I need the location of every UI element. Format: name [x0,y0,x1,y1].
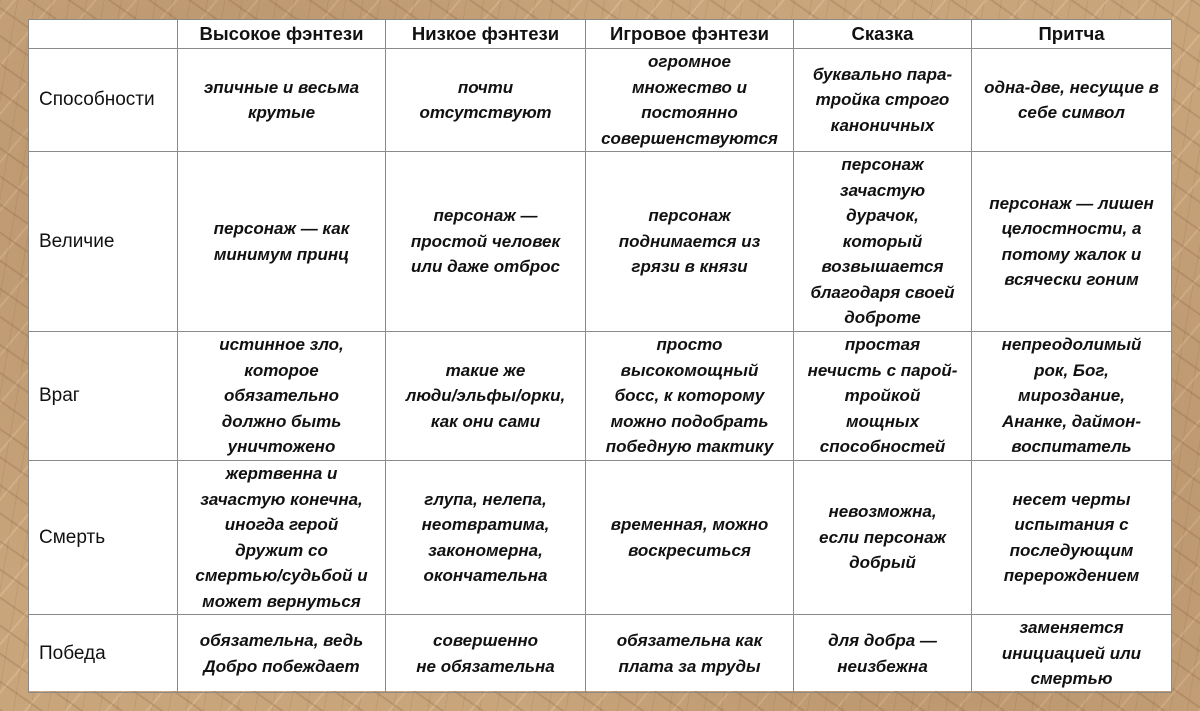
column-header-game-fantasy: Игровое фэнтези [586,20,794,49]
column-header-parable: Притча [972,20,1172,49]
column-header-low-fantasy: Низкое фэнтези [386,20,586,49]
header-row [29,20,1172,49]
row-header-victory: Победа [29,615,178,693]
table-cell: жертвенна и зачастую конечна, иногда герой дружит со смертью/судьбой и может вернуться [178,461,386,615]
table-row [29,152,1172,332]
table-cell: персонаж поднимается из грязи в князи [586,152,794,332]
table-cell: глупа, нелепа, неотвратима, закономерна, окончательна [386,461,586,615]
table-cell: несет черты испытания с последующим перерождением [972,461,1172,615]
comparison-sheet [28,19,1171,691]
table-cell: истинное зло, которое обязательно должно быть уничтожено [178,332,386,461]
table-cell: одна-две, несущие в себе символ [972,49,1172,152]
table-cell: для добра — неизбежна [794,615,972,693]
table-cell: просто высокомощный босс, к которому можно подобрать победную тактику [586,332,794,461]
row-header-enemy: Враг [29,332,178,461]
table-cell: невозможна, если персонаж добрый [794,461,972,615]
table-cell: персонаж — лишен целостности, а потому жалок и всячески гоним [972,152,1172,332]
row-header-death: Смерть [29,461,178,615]
column-header-high-fantasy: Высокое фэнтези [178,20,386,49]
table-row [29,615,1172,693]
column-header-fairy-tale: Сказка [794,20,972,49]
table-cell: огромное множество и постоянно совершенствуются [586,49,794,152]
table-cell: персонаж — простой человек или даже отброс [386,152,586,332]
table-cell: эпичные и весьма крутые [178,49,386,152]
table-cell: персонаж зачастую дурачок, который возвышается благодаря своей доброте [794,152,972,332]
table-cell: заменяется инициацией или смертью [972,615,1172,693]
row-header-greatness: Величие [29,152,178,332]
genre-comparison-table [28,19,1172,693]
table-row [29,461,1172,615]
table-cell: совершенно не обязательна [386,615,586,693]
table-cell: обязательна, ведь Добро побеждает [178,615,386,693]
table-cell: почти отсутствуют [386,49,586,152]
table-cell: персонаж — как минимум принц [178,152,386,332]
table-cell: буквально пара- тройка строго каноничных [794,49,972,152]
table-cell: обязательна как плата за труды [586,615,794,693]
table-row [29,332,1172,461]
table-row [29,49,1172,152]
row-header-abilities: Способности [29,49,178,152]
table-cell: простая нечисть с парой- тройкой мощных способностей [794,332,972,461]
table-cell: непреодолимый рок, Бог, мироздание, Ананке, даймон- воспитатель [972,332,1172,461]
table-cell: такие же люди/эльфы/орки, как они сами [386,332,586,461]
corner-cell [29,20,178,49]
table-cell: временная, можно воскреситься [586,461,794,615]
